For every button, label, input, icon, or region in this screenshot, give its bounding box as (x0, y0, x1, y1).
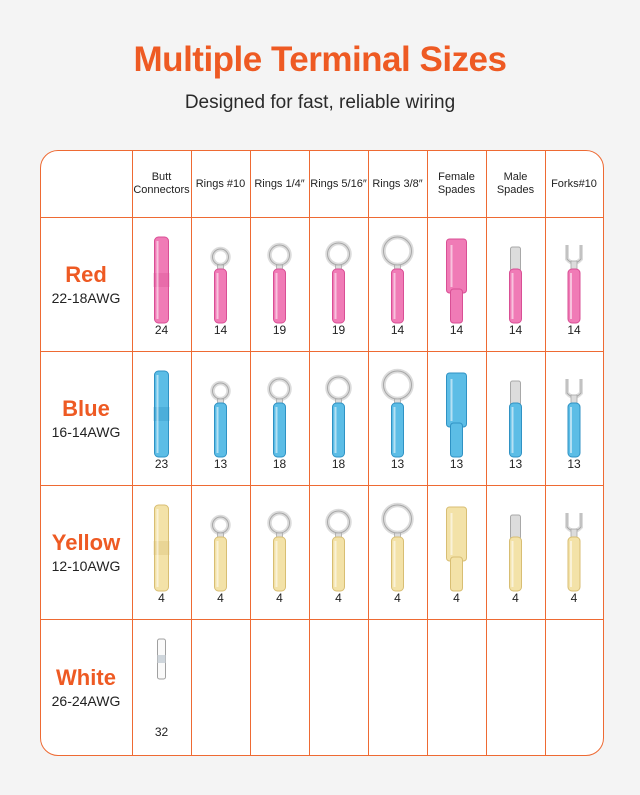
terminal-cell-ring14 (250, 217, 309, 351)
terminal-image (427, 223, 486, 333)
quantity-label: 4 (570, 591, 578, 605)
page-subtitle: Designed for fast, reliable wiring (184, 92, 456, 113)
quantity-label: 4 (394, 591, 401, 605)
color-name: Blue (62, 396, 110, 421)
terminal-cell-ring516 (309, 485, 368, 619)
terminal-cell-ring10 (191, 351, 250, 485)
quantity-label: 14 (449, 323, 464, 337)
terminal-image (191, 223, 250, 333)
column-header-female: Female Spades (437, 171, 476, 196)
terminal-image (191, 491, 250, 601)
terminal-cell-fork (545, 351, 603, 485)
quantity-label: 4 (276, 591, 283, 605)
quantity-label: 4 (335, 591, 342, 605)
terminal-image (309, 357, 368, 467)
terminal-image (486, 491, 545, 601)
row-label-red (41, 217, 131, 351)
terminal-cell-ring516 (309, 217, 368, 351)
terminal-image (250, 491, 309, 601)
terminal-image (368, 223, 427, 333)
terminal-image (427, 357, 486, 467)
color-name: White (56, 665, 116, 690)
quantity-label: 19 (331, 323, 346, 337)
terminal-cell-butt (132, 351, 191, 485)
column-header-ring14: Rings 1/4″ (254, 177, 305, 190)
quantity-label: 18 (331, 457, 346, 471)
quantity-label: 14 (213, 323, 228, 337)
quantity-label: 14 (508, 323, 523, 337)
quantity-label: 24 (154, 323, 169, 337)
terminal-image (250, 357, 309, 467)
quantity-label: 4 (453, 591, 460, 605)
terminal-cell-male (486, 217, 545, 351)
terminal-cell-ring38 (368, 485, 427, 619)
color-name: Red (65, 262, 107, 287)
color-name: Yellow (51, 530, 121, 555)
terminal-cell-butt (132, 485, 191, 619)
quantity-label: 19 (272, 323, 287, 337)
terminal-image (368, 357, 427, 467)
terminal-cell-fork (545, 217, 603, 351)
terminal-image (309, 491, 368, 601)
column-header-ring516: Rings 5/16″ (310, 177, 367, 190)
terminal-image (368, 491, 427, 601)
terminal-image (132, 491, 191, 601)
wire-gauge: 22-18AWG (51, 290, 121, 306)
column-header-ring10: Rings #10 (195, 177, 246, 190)
quantity-label: 13 (390, 457, 405, 471)
terminal-cell-male (486, 485, 545, 619)
quantity-label: 23 (154, 457, 169, 471)
quantity-label: 4 (512, 591, 519, 605)
terminal-cell-ring14 (250, 485, 309, 619)
terminal-image (545, 223, 603, 333)
wire-gauge: 12-10AWG (51, 558, 121, 574)
quantity-label: 14 (567, 323, 581, 337)
column-header-fork: Forks#10 (551, 177, 597, 190)
column-header-butt: Butt Connectors (133, 171, 190, 196)
terminal-cell-ring14 (250, 351, 309, 485)
terminal-cell-male (486, 351, 545, 485)
page-title: Multiple Terminal Sizes (133, 40, 507, 79)
terminal-cell-ring10 (191, 217, 250, 351)
terminal-cell-female (427, 217, 486, 351)
terminal-cell-ring516 (309, 351, 368, 485)
wire-gauge: 26-24AWG (51, 693, 121, 709)
quantity-label: 13 (508, 457, 523, 471)
quantity-label: 32 (154, 725, 169, 739)
column-header-male: Male Spades (496, 171, 535, 196)
terminal-cell-female (427, 485, 486, 619)
terminal-image (427, 491, 486, 601)
row-label-blue (41, 351, 131, 485)
quantity-label: 13 (567, 457, 581, 471)
terminal-image (132, 625, 191, 735)
wire-gauge: 16-14AWG (51, 424, 121, 440)
terminal-image (132, 223, 191, 333)
terminal-cell-fork (545, 485, 603, 619)
terminal-image (545, 357, 603, 467)
terminal-cell-ring38 (368, 351, 427, 485)
terminal-image (486, 223, 545, 333)
terminal-cell-ring38 (368, 217, 427, 351)
terminal-cell-female (427, 351, 486, 485)
quantity-label: 14 (390, 323, 405, 337)
terminal-size-table (40, 150, 604, 756)
terminal-image (250, 223, 309, 333)
column-header-ring38: Rings 3/8″ (372, 177, 423, 190)
quantity-label: 4 (217, 591, 224, 605)
quantity-label: 18 (272, 457, 287, 471)
terminal-image (309, 223, 368, 333)
terminal-cell-butt (132, 217, 191, 351)
terminal-cell-butt (132, 619, 191, 755)
terminal-image (132, 357, 191, 467)
quantity-label: 13 (213, 457, 228, 471)
terminal-image (486, 357, 545, 467)
quantity-label: 13 (449, 457, 464, 471)
row-label-white (41, 619, 131, 755)
terminal-image (191, 357, 250, 467)
terminal-cell-ring10 (191, 485, 250, 619)
row-label-yellow (41, 485, 131, 619)
quantity-label: 4 (158, 591, 165, 605)
terminal-image (545, 491, 603, 601)
